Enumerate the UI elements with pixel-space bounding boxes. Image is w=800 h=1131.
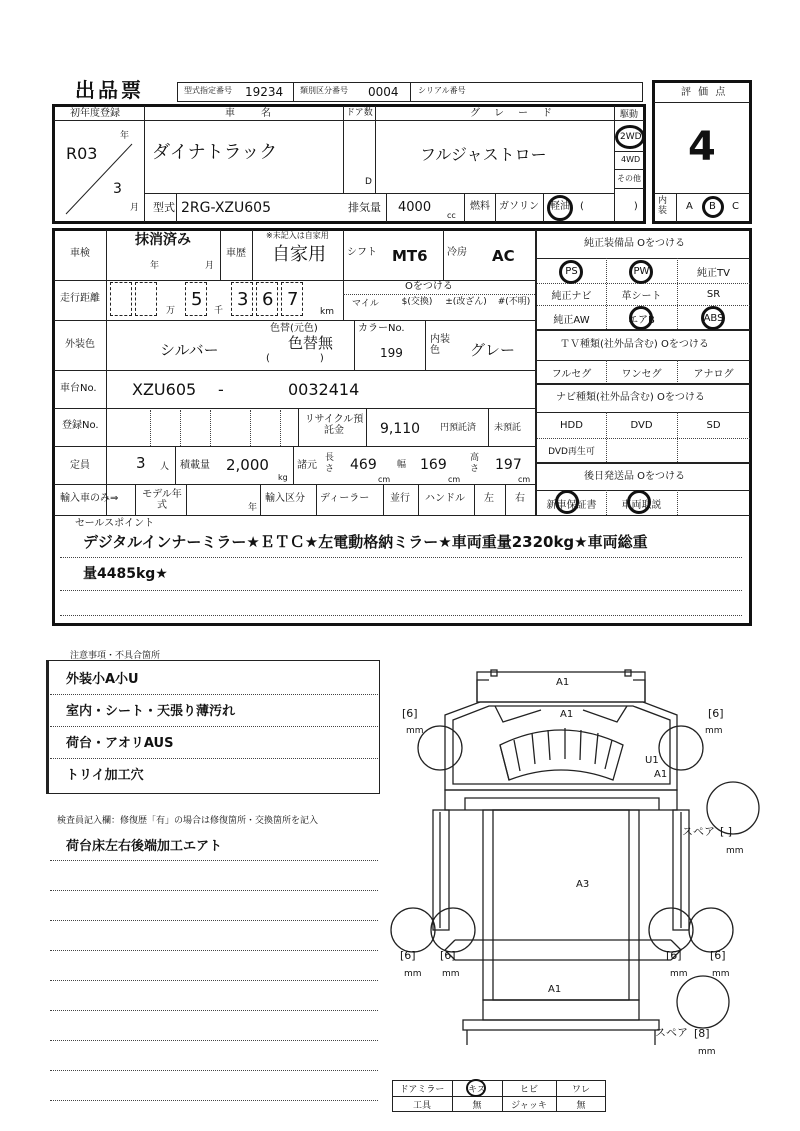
- inspection-year: 年: [150, 261, 160, 271]
- later-warranty-circle: [555, 490, 579, 514]
- first-reg-label: 初年度登録: [70, 108, 120, 119]
- riders-unit: 人: [160, 462, 170, 472]
- width-cm: cm: [448, 475, 461, 484]
- inspection-value: 抹消済み: [135, 232, 191, 248]
- navi-dvd: DVD: [630, 419, 653, 431]
- fuel-gas: ガソリン: [499, 201, 539, 212]
- mileage-mile: マイル: [352, 299, 379, 309]
- mark-right-front: U1: [645, 755, 659, 766]
- tire-rl1-mm: mm: [404, 969, 422, 979]
- model-year-label: モデル年式: [142, 489, 182, 511]
- exterior-color: シルバー: [160, 341, 219, 359]
- mark-top: A1: [556, 677, 570, 688]
- mileage-digit-1: [110, 282, 132, 316]
- inspection-label: 車検: [70, 248, 90, 259]
- inspector-label: 検査員記入欄：修復歴「有」の場合は修復箇所・交換箇所を記入: [57, 816, 319, 826]
- spare2-label: スペア: [655, 1026, 688, 1039]
- interior-grade-a: A: [686, 201, 693, 212]
- equip-airbag: エアB: [628, 314, 655, 326]
- tire-rr1-depth: [6]: [666, 949, 682, 962]
- equip-ps-circle: [559, 260, 583, 284]
- serial-label: シリアル番号: [418, 86, 466, 95]
- spare2-depth: [8]: [694, 1027, 710, 1040]
- shift-label: シフト: [347, 247, 377, 258]
- mileage-unknown: #(不明): [497, 297, 531, 307]
- sales-point-line1: デジタルインナーミラー★ＥＴＣ★左電動格納ミラー★車両重量2320kg★車両総重: [83, 533, 648, 551]
- reg-year-unit: 年: [120, 131, 130, 141]
- height-cm: cm: [518, 475, 531, 484]
- mileage-digit-3: 5: [185, 282, 207, 316]
- acc-header-mirror: ドアミラー: [399, 1085, 445, 1095]
- mileage-circle-note: Oをつける: [405, 281, 453, 292]
- reg-no-label: 登録No.: [62, 420, 99, 431]
- equip-sr: SR: [706, 288, 721, 300]
- mileage-digit-6: 7: [281, 282, 303, 316]
- acc-jack-label: ジャッキ: [511, 1101, 547, 1111]
- mileage-sen: 千: [214, 306, 224, 316]
- load-value: 2,000: [226, 456, 269, 474]
- interior-grade-label: 内装: [658, 196, 668, 216]
- grade-value: フルジャストロー: [420, 145, 547, 164]
- equip-pw-circle: [629, 260, 653, 284]
- mark-bed: A3: [576, 879, 590, 890]
- mark-cabin: A1: [560, 709, 574, 720]
- chassis-number: 0032414: [288, 380, 360, 399]
- reg-slash: [60, 138, 140, 218]
- import-type-label: 輸入区分: [265, 493, 305, 504]
- notes-line-2: 室内・シート・天張り薄汚れ: [66, 704, 236, 719]
- chassis-label: 車台No.: [60, 383, 97, 394]
- acc-jack-value: 無: [576, 1101, 586, 1111]
- recolor-label: 色替(元色): [270, 323, 318, 334]
- interior-grade-b: B: [709, 201, 716, 212]
- handle-left: 左: [484, 493, 494, 504]
- notes-line-3: 荷台・アオリAUS: [66, 736, 174, 751]
- history-label: 車歴: [226, 248, 246, 259]
- chassis-dash: -: [218, 380, 224, 399]
- interior-grade-c: C: [732, 201, 739, 212]
- equip-airbag-circle: [629, 306, 653, 330]
- acc-header-break: ワレ: [571, 1085, 590, 1095]
- equip-tv: 純正TV: [697, 267, 730, 279]
- equip-abs: ABS: [703, 312, 724, 324]
- displacement-value: 4000: [398, 200, 432, 215]
- tv-title: ＴＶ種類(社外品含む) Oをつける: [560, 339, 709, 350]
- mark-rear: A1: [548, 984, 562, 995]
- notes-label: 注意事項・不具合箇所: [70, 651, 161, 661]
- truck-diagram: [385, 660, 765, 1080]
- height-label: 高さ: [470, 453, 480, 474]
- tire-fl-mm: mm: [406, 726, 424, 736]
- load-label: 積載量: [180, 460, 210, 471]
- tv-fullseg: フルセグ: [551, 368, 592, 380]
- length-label: 長さ: [325, 453, 335, 474]
- mileage-digit-5: 6: [256, 282, 278, 316]
- spare1-label: スペア: [682, 825, 715, 838]
- vehicle-name: ダイナトラック: [152, 142, 278, 163]
- not-deposited: 未預託: [494, 423, 522, 433]
- import-parallel: 並行: [390, 493, 410, 504]
- navi-sd: SD: [706, 419, 721, 431]
- ac-value: AC: [492, 247, 515, 265]
- acc-scratch-circle: [466, 1079, 486, 1097]
- length-value: 469: [350, 457, 377, 473]
- drive-label: 駆動: [620, 110, 639, 120]
- spare2-mm: mm: [698, 1047, 716, 1057]
- model-cert-label: 型式指定番号: [184, 86, 232, 95]
- inspector-line-1: 荷台床左右後端加工エアト: [66, 839, 223, 854]
- acc-header-crack: ヒビ: [519, 1085, 538, 1095]
- mileage-km: km: [320, 307, 334, 317]
- interior-grade-b-circle: [702, 196, 724, 218]
- reg-era-year: R03: [66, 144, 98, 163]
- length-cm: cm: [378, 475, 391, 484]
- equip-pw: PW: [633, 265, 650, 277]
- doors-label: ドア数: [346, 108, 373, 118]
- navi-title: ナビ種類(社外品含む) Oをつける: [556, 392, 705, 403]
- recycle-value: 9,110: [380, 421, 421, 437]
- category-label: 類別区分番号: [300, 86, 348, 95]
- equip-ps: PS: [565, 265, 578, 277]
- exterior-color-label: 外装色: [65, 339, 95, 350]
- equip-abs-circle: [701, 306, 725, 330]
- navi-dvd-play: DVD再生可: [548, 446, 595, 457]
- notes-line-1: 外装小A小U: [66, 672, 139, 687]
- spare1-depth: [ ]: [720, 825, 733, 838]
- recolor-value: 色替無: [288, 334, 334, 352]
- navi-hdd: HDD: [560, 419, 583, 431]
- mileage-label: 走行距離: [60, 293, 100, 304]
- score-label: 評 価 点: [681, 87, 728, 98]
- later-warranty: 新車保証書: [546, 499, 597, 511]
- recycle-unit: 円預託済: [440, 423, 477, 433]
- mileage-man: 万: [166, 306, 176, 316]
- mark-right-front2: A1: [654, 769, 668, 780]
- width-value: 169: [420, 457, 447, 473]
- cc-unit: cc: [447, 211, 456, 220]
- acc-tools-value: 無: [472, 1101, 482, 1111]
- handle-label: ハンドル: [425, 493, 465, 504]
- fuel-other: ( ): [580, 201, 638, 212]
- handle-right: 右: [515, 493, 525, 504]
- tire-fl-depth: [6]: [402, 707, 418, 720]
- vehicle-name-label: 車 名: [225, 108, 273, 119]
- model-year-unit: 年: [248, 503, 258, 513]
- later-title: 後日発送品 Oをつける: [584, 471, 686, 482]
- riders-label: 定員: [70, 460, 90, 471]
- interior-color-label: 内装色: [430, 334, 450, 356]
- inspection-month: 月: [205, 261, 215, 271]
- ac-label: 冷房: [447, 247, 467, 258]
- notes-line-4: トリイ加工穴: [66, 768, 144, 783]
- shift-value: MT6: [392, 247, 428, 265]
- dims-label: 諸元: [297, 460, 317, 471]
- width-label: 幅: [397, 460, 407, 470]
- model-label: 型式: [153, 201, 175, 214]
- color-no-label: カラーNo.: [358, 323, 405, 334]
- chassis-prefix: XZU605: [132, 380, 197, 399]
- tire-rl1-depth: [6]: [400, 949, 416, 962]
- tire-fr-mm: mm: [705, 726, 723, 736]
- spare1-mm: mm: [726, 846, 744, 856]
- mileage-digit-4: 3: [231, 282, 253, 316]
- height-value: 197: [495, 457, 522, 473]
- tire-rr2-depth: [6]: [710, 949, 726, 962]
- acc-tools-label: 工具: [412, 1101, 431, 1111]
- import-label: 輸入車のみ⇒: [60, 493, 119, 504]
- load-kg: kg: [278, 473, 288, 482]
- score-value: 4: [688, 124, 716, 170]
- model-cert-value: 19234: [245, 85, 284, 99]
- reg-month-unit: 月: [130, 203, 140, 213]
- mileage-digit-2: [135, 282, 157, 316]
- recycle-label: リサイクル預託金: [304, 414, 364, 436]
- form-title: 出品票: [75, 78, 144, 102]
- equip-aw: 純正AW: [553, 314, 590, 326]
- drive-4wd: 4WD: [621, 155, 641, 164]
- recolor-paren: ( ): [266, 353, 324, 364]
- door-suffix: D: [365, 177, 372, 187]
- equip-navi: 純正ナビ: [551, 290, 592, 302]
- mileage-exchange: $(交換): [401, 297, 433, 307]
- tire-rr2-mm: mm: [712, 969, 730, 979]
- drive-2wd-circle: [615, 125, 645, 149]
- tire-rl2-depth: [6]: [440, 949, 456, 962]
- sales-point-line2: 量4485kg★: [83, 566, 168, 582]
- tv-analog: アナログ: [693, 368, 734, 380]
- drive-2wd: 2WD: [620, 132, 642, 142]
- tire-rl2-mm: mm: [442, 969, 460, 979]
- color-no-value: 199: [380, 346, 403, 360]
- tire-fr-depth: [6]: [708, 707, 724, 720]
- history-value: 自家用: [272, 244, 326, 265]
- later-manual-circle: [627, 490, 651, 514]
- acc-header-scratch: キズ: [468, 1085, 486, 1095]
- import-dealer: ディーラー: [320, 493, 370, 504]
- fuel-diesel: 軽油: [550, 201, 570, 212]
- tire-rr1-mm: mm: [670, 969, 688, 979]
- fuel-diesel-circle: [547, 195, 573, 221]
- tv-oneseg: ワンセグ: [621, 368, 662, 380]
- history-note: ※未記入は自家用: [266, 231, 329, 240]
- model-value: 2RG-XZU605: [181, 200, 271, 216]
- grade-label: グ レ ー ド: [470, 108, 554, 119]
- sales-point-label: セールスポイント: [75, 518, 155, 529]
- fuel-label: 燃料: [470, 201, 490, 212]
- interior-color: グレー: [470, 341, 516, 359]
- drive-other: その他: [617, 174, 641, 183]
- category-value: 0004: [368, 85, 399, 99]
- later-manual: 車両取説: [621, 499, 662, 511]
- reg-month: 3: [113, 181, 122, 197]
- equipment-title: 純正装備品 Oをつける: [584, 238, 686, 249]
- equip-leather: 革シート: [621, 290, 662, 302]
- displacement-label: 排気量: [348, 201, 381, 214]
- mileage-modified: ±(改ざん): [445, 297, 487, 307]
- riders-value: 3: [136, 454, 146, 472]
